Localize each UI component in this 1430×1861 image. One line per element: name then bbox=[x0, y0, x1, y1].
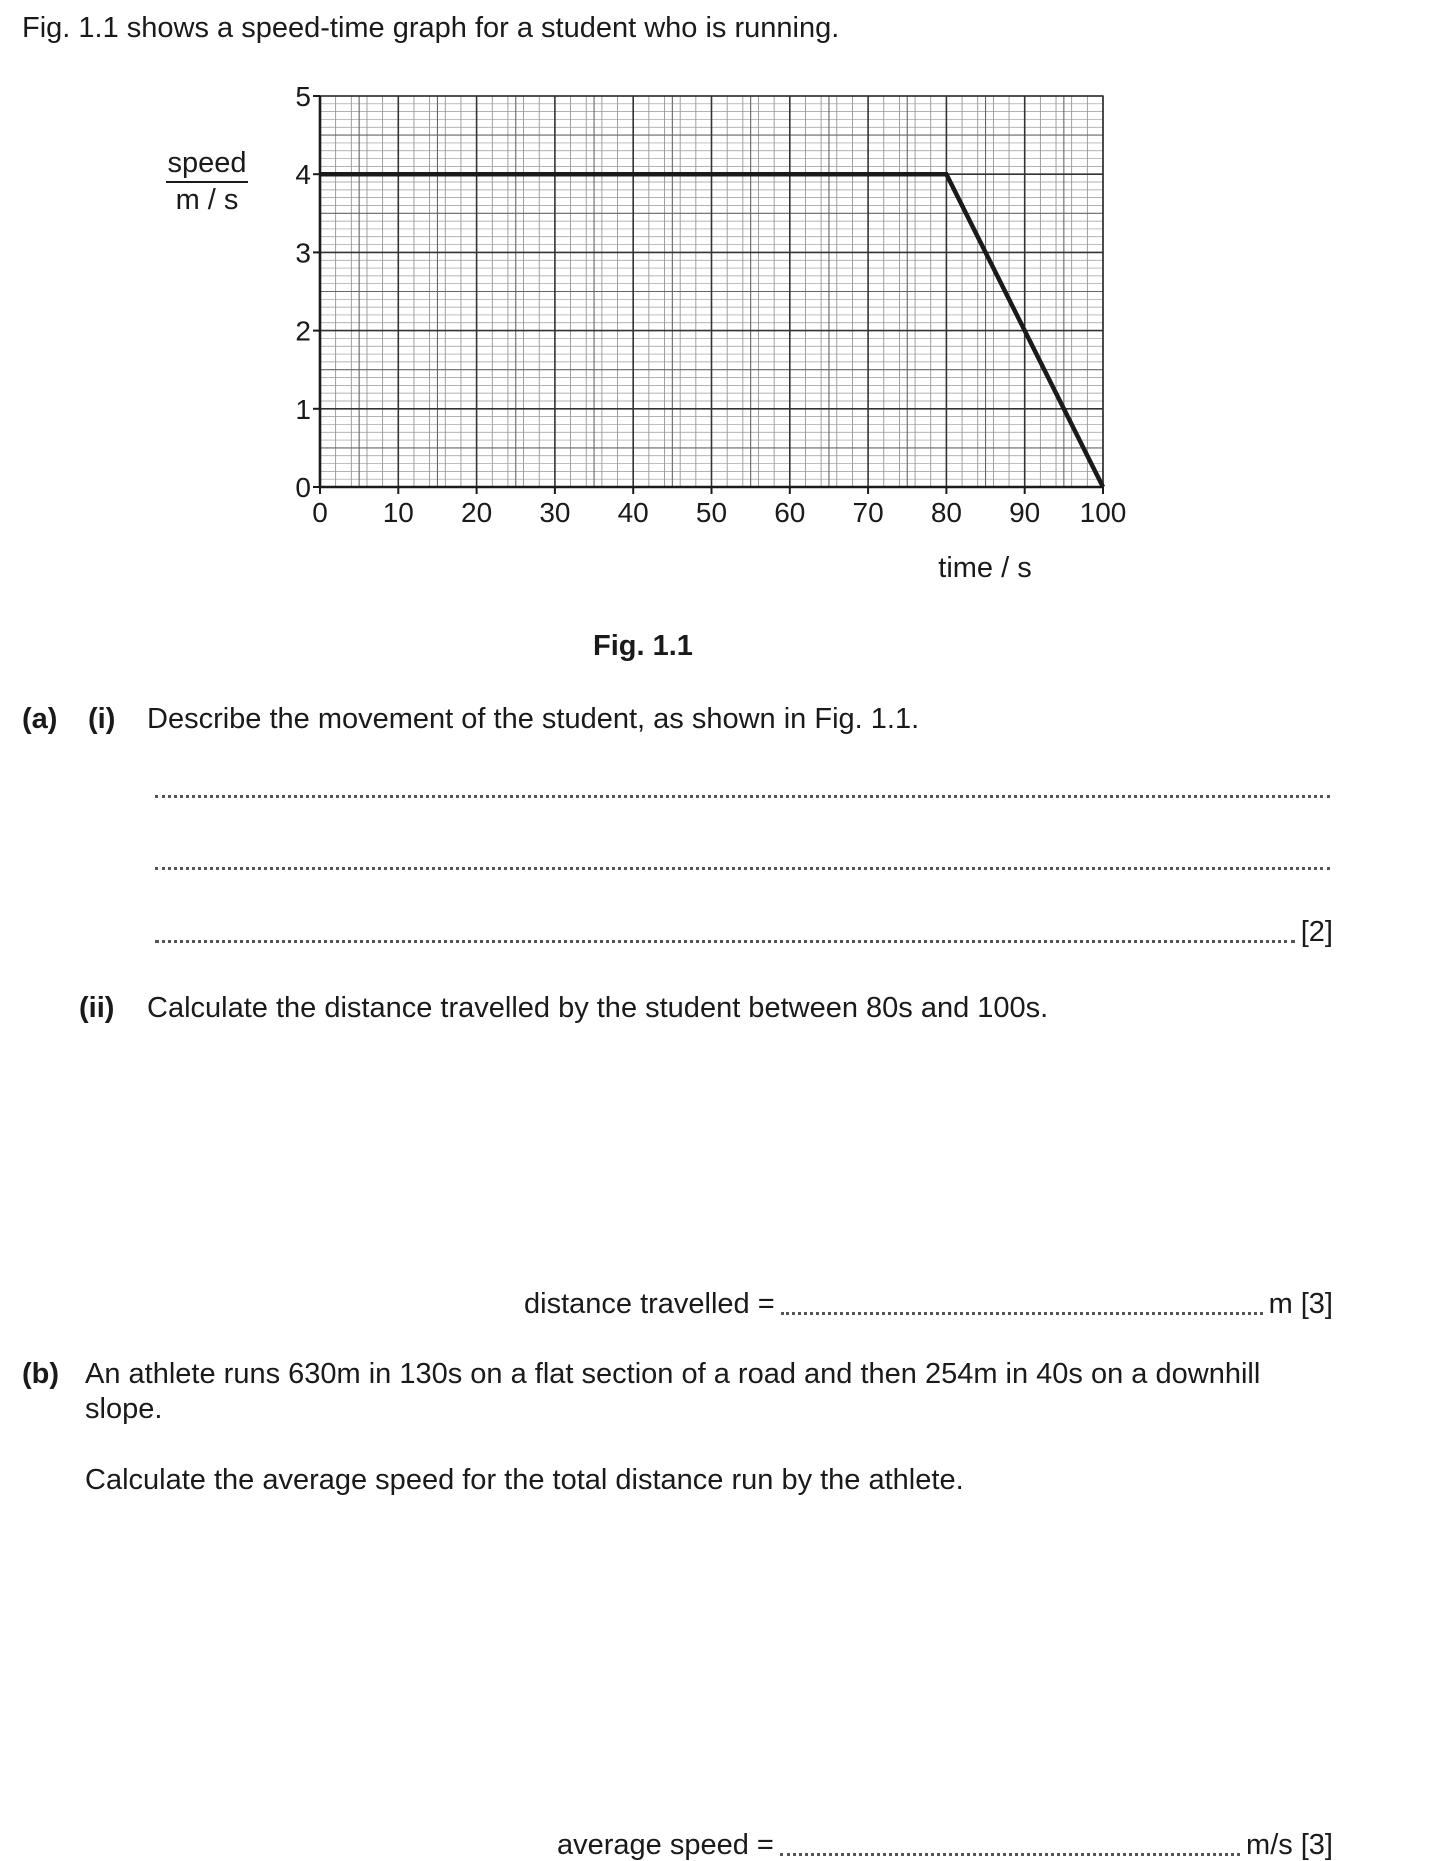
average-speed-answer-unit: m/s bbox=[1246, 1829, 1293, 1861]
answer-line-3-row bbox=[155, 918, 1333, 947]
y-tick-label: 2 bbox=[295, 315, 311, 347]
x-axis-label: time / s bbox=[938, 552, 1032, 584]
average-speed-answer-label: average speed = bbox=[557, 1829, 774, 1861]
question-b-text-line1: An athlete runs 630m in 130s on a flat section of a road and then 254m in 40s on a downhill bbox=[85, 1358, 1261, 1390]
question-b-instruction: Calculate the average speed for the total distance run by the athlete. bbox=[85, 1464, 964, 1496]
tick-marks bbox=[313, 96, 1103, 494]
distance-answer-unit: m bbox=[1268, 1288, 1293, 1320]
x-tick-label: 100 bbox=[1079, 497, 1127, 528]
speed-time-graph bbox=[0, 0, 1430, 640]
distance-answer-label: distance travelled = bbox=[524, 1288, 775, 1320]
x-tick-labels bbox=[312, 497, 1126, 528]
question-a-ii-marks: [3] bbox=[1300, 1288, 1333, 1320]
answer-line-2[interactable] bbox=[155, 867, 1330, 870]
average-speed-answer-row bbox=[557, 1831, 1333, 1860]
x-tick-label: 50 bbox=[695, 497, 728, 528]
x-tick-label: 0 bbox=[312, 497, 328, 528]
question-a-i-label: (i) bbox=[88, 703, 116, 735]
distance-answer-field[interactable] bbox=[781, 1312, 1263, 1315]
x-tick-label: 70 bbox=[852, 497, 884, 528]
y-tick-label: 5 bbox=[295, 81, 311, 112]
question-a-ii-label: (ii) bbox=[79, 992, 115, 1024]
y-tick-label: 4 bbox=[295, 159, 311, 191]
x-tick-label: 30 bbox=[539, 497, 571, 528]
x-tick-label: 60 bbox=[774, 497, 806, 528]
y-axis-unit: m / s bbox=[175, 184, 239, 216]
question-b-text-line2: slope. bbox=[85, 1393, 163, 1425]
question-b-marks: [3] bbox=[1300, 1829, 1333, 1861]
intro-text: Fig. 1.1 shows a speed-time graph for a student who is running. bbox=[22, 12, 840, 44]
x-tick-label: 90 bbox=[1009, 497, 1041, 528]
figure-caption: Fig. 1.1 bbox=[593, 630, 693, 662]
question-a-ii-text: Calculate the distance travelled by the student between 80s and 100s. bbox=[147, 992, 1049, 1024]
answer-line-1[interactable] bbox=[155, 795, 1330, 798]
y-tick-label: 3 bbox=[295, 237, 311, 269]
y-tick-labels bbox=[295, 81, 311, 503]
answer-line-3[interactable] bbox=[155, 940, 1295, 943]
distance-answer-row bbox=[524, 1290, 1333, 1319]
x-tick-label: 20 bbox=[461, 497, 493, 528]
x-tick-label: 10 bbox=[382, 497, 414, 528]
y-tick-label: 0 bbox=[295, 472, 311, 503]
y-axis-label: speed bbox=[167, 147, 247, 179]
question-a-i-marks: [2] bbox=[1300, 916, 1333, 948]
question-b-label: (b) bbox=[22, 1358, 60, 1390]
question-a-label: (a) bbox=[22, 703, 58, 735]
question-a-i-text: Describe the movement of the student, as shown in Fig. 1.1. bbox=[147, 703, 920, 735]
x-tick-label: 40 bbox=[617, 497, 649, 528]
x-tick-label: 80 bbox=[930, 497, 962, 528]
average-speed-answer-field[interactable] bbox=[780, 1853, 1240, 1856]
y-tick-label: 1 bbox=[295, 393, 311, 425]
